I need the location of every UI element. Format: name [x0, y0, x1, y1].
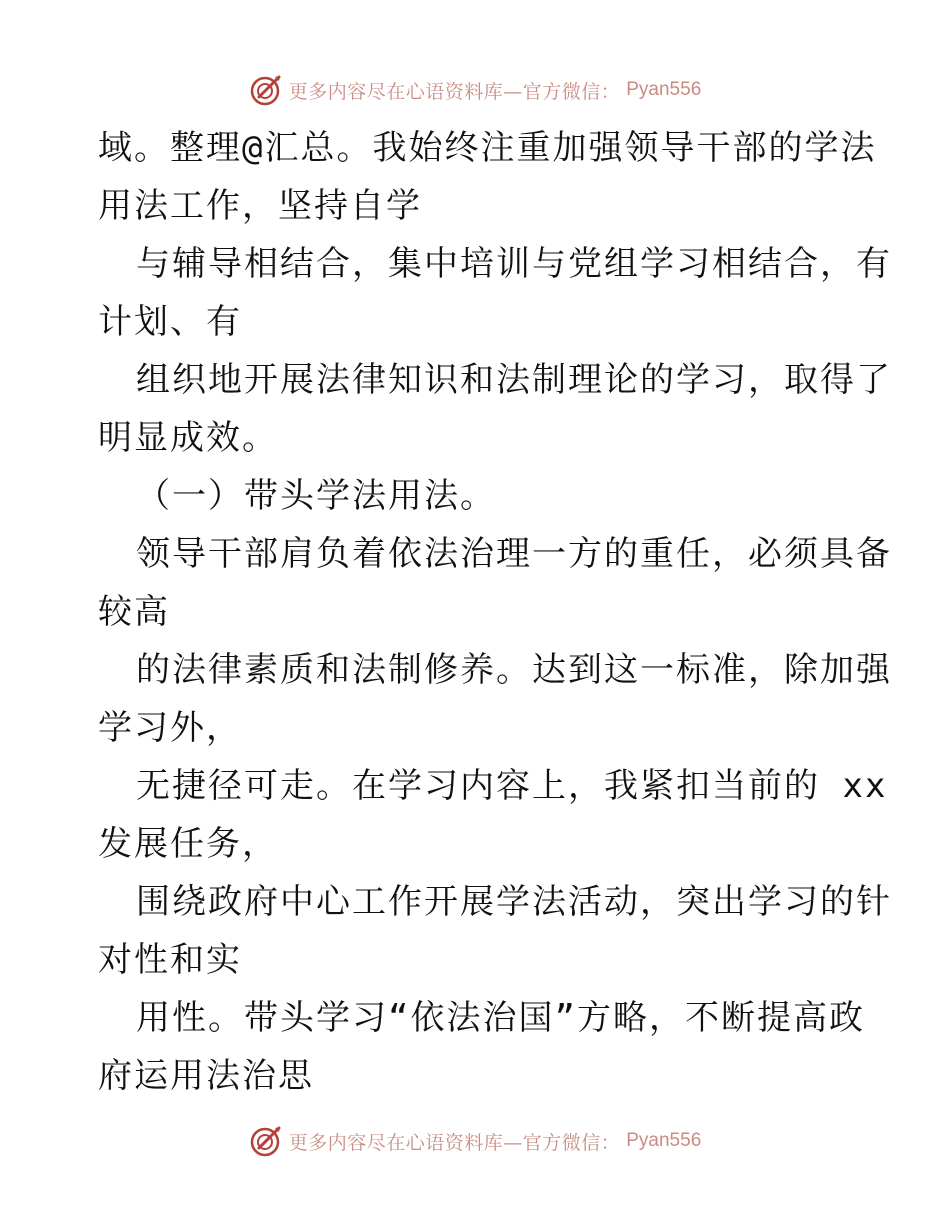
banner-wechat-id: Pyan556: [626, 79, 702, 100]
text-line: 围绕政府中心工作开展学法活动，突出学习的针: [136, 882, 892, 922]
text-line: 较高: [98, 592, 170, 632]
text-line: 发展任务，: [98, 824, 278, 864]
text-line: 学习外，: [98, 708, 242, 748]
text-line: 用性。带头学习“依法治国”方略，不断提高政: [136, 998, 865, 1038]
text-line: 用法工作，坚持自学: [98, 186, 422, 226]
text-line: 与辅导相结合，集中培训与党组学习相结合，有: [136, 244, 892, 284]
brand-logo-icon: [249, 1124, 283, 1158]
brand-logo-icon: [249, 73, 283, 107]
text-line: 无捷径可走。在学习内容上，我紧扣当前的 xx: [136, 766, 888, 806]
banner-text: 更多内容尽在心语资料库—官方微信：: [288, 1131, 621, 1154]
text-line: 计划、有: [98, 302, 242, 342]
banner-text: 更多内容尽在心语资料库—官方微信：: [288, 80, 621, 103]
text-line: 域。整理@汇总。我始终注重加强领导干部的学法: [98, 128, 877, 168]
footer-banner: [0, 1121, 950, 1161]
text-line: 明显成效。: [98, 418, 278, 458]
text-line: 的法律素质和法制修养。达到这一标准，除加强: [136, 650, 892, 690]
text-line: 组织地开展法律知识和法制理论的学习，取得了: [136, 360, 892, 400]
banner-wechat-id: Pyan556: [626, 1130, 702, 1151]
text-line: 府运用法治思: [98, 1056, 314, 1096]
header-banner: [0, 70, 950, 110]
text-line: 对性和实: [98, 940, 242, 980]
text-line: 领导干部肩负着依法治理一方的重任，必须具备: [136, 534, 892, 574]
section-heading: （一）带头学法用法。: [136, 476, 496, 516]
